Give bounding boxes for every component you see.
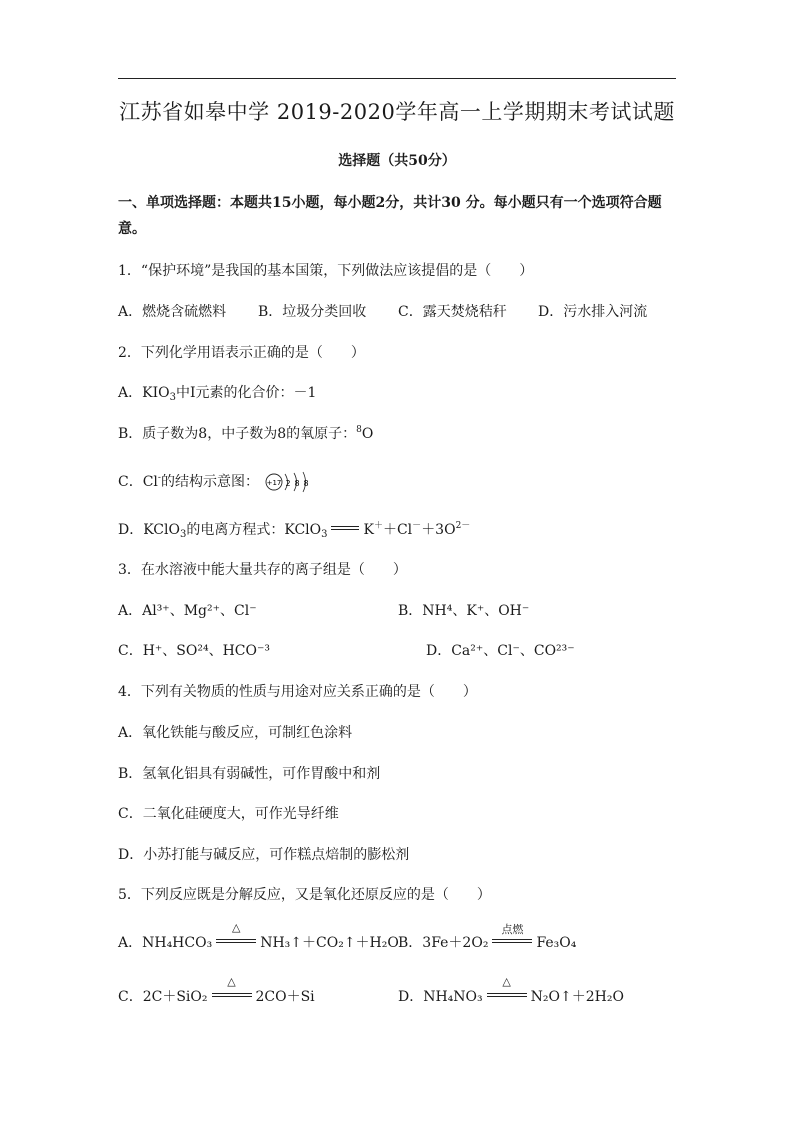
q2-a-sub: 3 — [169, 392, 176, 403]
q2-b-sup: 8 — [356, 425, 362, 435]
q2-option-d — [118, 518, 470, 540]
q2-c-sup: - — [157, 473, 161, 483]
top-rule — [118, 78, 676, 79]
reaction-arrow — [490, 923, 534, 949]
page-title: 江苏省如皋中学 2019-2020学年高一上学期期末考试试题 — [119, 100, 675, 124]
instructions-line-2: 意。 — [118, 221, 146, 237]
q1-option-b: B．垃圾分类回收 — [258, 304, 367, 320]
q2-option-a — [118, 382, 316, 403]
shell-3-label: 8 — [303, 479, 309, 488]
q2-d-sub: 3 — [179, 529, 187, 540]
q5-option-b — [398, 923, 577, 952]
q2-a-post: 中I元素的化合价：－1 — [175, 385, 317, 401]
q5-a-lhs: A．NH₄HCO₃ — [118, 935, 213, 951]
q2-d-rhs-sup3: 2－ — [455, 521, 471, 531]
q2-d-rhs-sup1: ＋ — [373, 521, 383, 531]
chloride-structure-diagram — [265, 470, 315, 494]
q2-d-rhs-sup2: － — [412, 521, 422, 531]
q5-d-lhs: D．NH₄NO₃ — [398, 989, 483, 1005]
q2-d-rhs2: ＋Cl — [382, 522, 413, 538]
q2-option-c — [118, 470, 315, 494]
q4-stem: 4．下列有关物质的性质与用途对应关系正确的是（ ） — [118, 684, 477, 700]
reaction-arrow — [214, 921, 258, 949]
q4-option-d: D．小苏打能与碱反应，可作糕点焙制的膨松剂 — [118, 847, 410, 863]
q1-option-d: D．污水排入河流 — [538, 304, 648, 320]
q5-c-lhs: C．2C＋SiO₂ — [118, 989, 208, 1005]
reaction-condition: △ — [231, 921, 241, 934]
shell-1-label: 2 — [285, 479, 291, 488]
instructions — [118, 190, 684, 242]
reaction-arrow — [485, 975, 529, 1003]
q3-stem: 3．在水溶液中能大量共存的离子组是（ ） — [118, 562, 407, 578]
shell-2-label: 8 — [294, 479, 300, 488]
q5-d-rhs: N₂O↑＋2H₂O — [530, 989, 624, 1005]
q5-option-a — [118, 921, 399, 952]
section-heading: 选择题（共50分） — [338, 153, 456, 169]
q5-stem: 5．下列反应既是分解反应，又是氧化还原反应的是（ ） — [118, 887, 491, 903]
q5-option-c — [118, 975, 315, 1006]
q4-option-c: C．二氧化硅硬度大，可作光导纤维 — [118, 806, 339, 822]
q2-d-rhs3: ＋3O — [421, 522, 456, 538]
q5-option-d — [398, 975, 624, 1006]
q5-c-rhs: 2CO＋Si — [255, 989, 315, 1005]
reaction-condition: △ — [227, 975, 236, 988]
q2-c-post: 的结构示意图： — [160, 474, 259, 490]
q2-option-b — [118, 423, 373, 443]
q2-d-sub2: 3 — [321, 529, 328, 540]
q2-a-pre: A．KIO — [118, 385, 170, 401]
q5-b-lhs: B．3Fe＋2O₂ — [398, 935, 489, 951]
q5-b-rhs: Fe₃O₄ — [536, 935, 577, 951]
q1-option-c: C．露天焚烧秸秆 — [398, 304, 507, 320]
q2-b-post: O — [361, 426, 374, 442]
q2-stem: 2．下列化学用语表示正确的是（ ） — [118, 345, 365, 361]
q5-a-rhs: NH₃↑＋CO₂↑＋H₂O — [260, 935, 399, 951]
q2-c-pre: C．Cl — [118, 474, 158, 490]
q2-d-rhs: K — [363, 522, 374, 538]
q1-stem: 1．“保护环境”是我国的基本国策，下列做法应该提倡的是（ ） — [118, 263, 534, 279]
instructions-line-1: 一、单项选择题：本题共15小题，每小题2分，共计30 分。每小题只有一个选项符合题 — [118, 195, 662, 211]
q4-option-b: B．氢氧化铝具有弱碱性，可作胃酸中和剂 — [118, 766, 381, 782]
equals-sign — [330, 521, 360, 535]
q2-d-pre: D．KClO — [118, 522, 180, 538]
q3-option-d: D．Ca²⁺、Cl⁻、CO²³⁻ — [426, 643, 575, 659]
q3-option-c: C．H⁺、SO²⁴、HCO⁻³ — [118, 643, 271, 659]
reaction-condition: 点燃 — [501, 923, 524, 936]
q2-b-pre: B．质子数为8，中子数为8的氧原子： — [118, 426, 357, 442]
reaction-condition: △ — [502, 975, 511, 988]
nucleus-label: +17 — [267, 479, 282, 487]
q3-option-a: A．Al³⁺、Mg²⁺、Cl⁻ — [118, 603, 257, 619]
reaction-arrow — [210, 975, 254, 1003]
q4-option-a: A．氧化铁能与酸反应，可制红色涂料 — [118, 725, 353, 741]
q1-option-a: A．燃烧含硫燃料 — [118, 304, 227, 320]
q3-option-b: B．NH⁴、K⁺、OH⁻ — [398, 603, 530, 619]
q2-d-mid: 的电离方程式：KClO — [186, 522, 322, 538]
